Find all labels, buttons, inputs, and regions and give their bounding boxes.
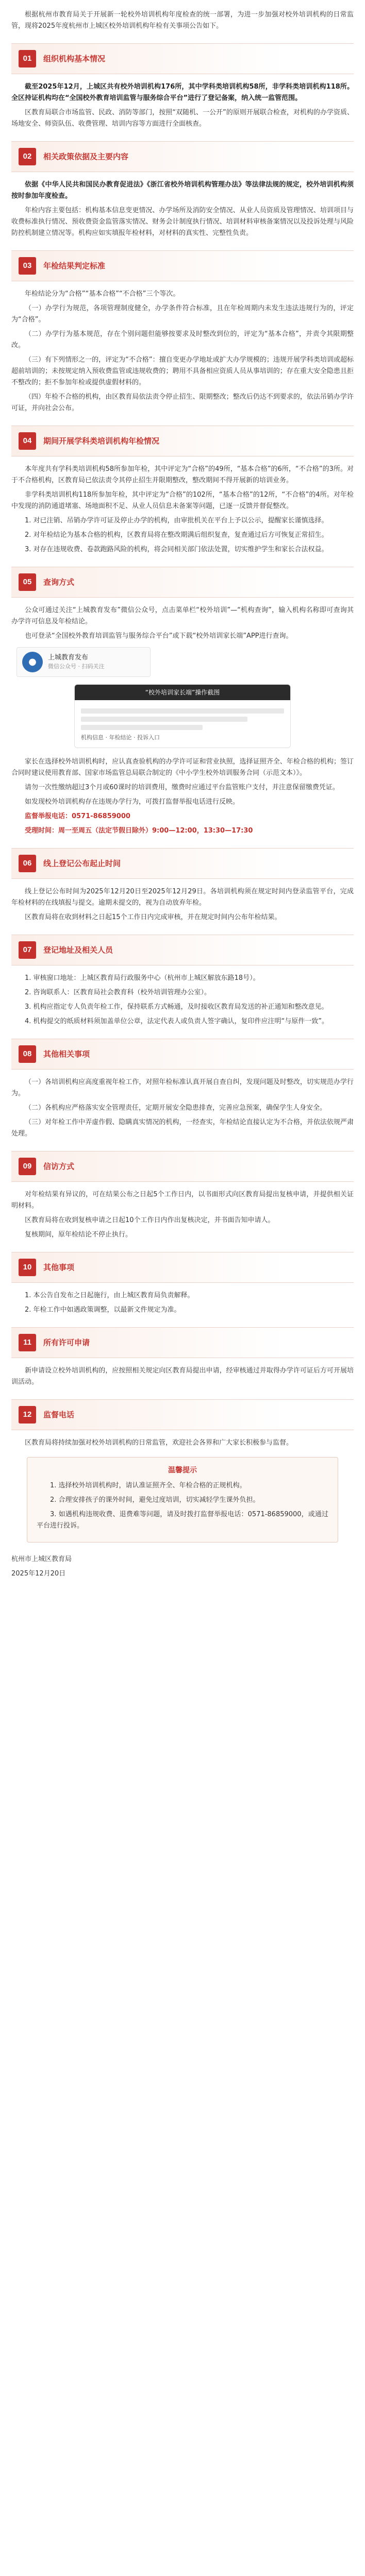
section-number: 11 bbox=[19, 1334, 36, 1351]
section-05-header bbox=[11, 567, 354, 598]
placeholder-line bbox=[81, 725, 203, 730]
section-paragraph: 截至2025年12月，上城区共有校外培训机构176所，其中学科类培训机构58所，非学科类培训机构118所。全区持证机构均在“全国校外教育培训监管与服务综合平台”进行了登记备案，纳入统一监管范围。 bbox=[11, 83, 354, 102]
app-screenshot-title: “校外培训家长端”操作截图 bbox=[75, 685, 290, 700]
section-number: 05 bbox=[19, 573, 36, 591]
app-screenshot bbox=[74, 684, 291, 748]
tips-box bbox=[27, 1457, 338, 1543]
section-number: 03 bbox=[19, 257, 36, 275]
wechat-account-info bbox=[48, 653, 105, 671]
section-title: 期间开展学科类培训机构年检情况 bbox=[43, 436, 160, 446]
guidance-paragraph: 请勿一次性缴纳超过3个月或60课时的培训费用，缴费时应通过平台监管账户支付，并注意保留缴费凭证。 bbox=[25, 784, 339, 791]
section-number: 12 bbox=[19, 1406, 36, 1423]
section-number: 09 bbox=[19, 1158, 36, 1175]
section-number: 02 bbox=[19, 148, 36, 165]
wechat-account-name: 上城教育发布 bbox=[48, 654, 89, 662]
section-08-header bbox=[11, 1039, 354, 1070]
section-paragraph: （一）各培训机构应高度重视年检工作，对照年检标准认真开展自查自纠，发现问题及时整改，切实规范办学行为。 bbox=[11, 1078, 354, 1097]
intro-paragraph: 根据杭州市教育局关于开展新一轮校外培训机构年度检查的统一部署，为进一步加强对校外培训机构的日常监管，现将2025年度杭州市上城区校外培训机构年检有关事项公告如下。 bbox=[11, 11, 354, 30]
section-title: 线上登记公布起止时间 bbox=[43, 859, 121, 868]
section-paragraph: 新申请设立校外培训机构的，应按照相关规定向区教育局提出申请，经审核通过并取得办学许可证后方可开展培训活动。 bbox=[11, 1367, 354, 1386]
section-paragraph: 1. 审核窗口地址：上城区教育局行政服务中心（杭州市上城区解放东路18号）。 bbox=[25, 974, 260, 982]
section-title: 其他相关事项 bbox=[43, 1049, 90, 1059]
signature-block bbox=[11, 1554, 354, 1580]
section-paragraph: 区教育局将持续加强对校外培训机构的日常监管，欢迎社会各界和广大家长积极参与监督。 bbox=[25, 1439, 293, 1447]
section-paragraph: 公众可通过关注“上城教育发布”微信公众号，点击菜单栏“校外培训”—“机构查询”，输入机构名称即可查询其办学许可信息及年检结论。 bbox=[11, 606, 354, 625]
tips-paragraph: 1. 选择校外培训机构时，请认准证照齐全、年检合格的正规机构。 bbox=[50, 1482, 246, 1489]
section-paragraph: 依据《中华人民共和国民办教育促进法》《浙江省校外培训机构管理办法》等法律法规的规定，校外培训机构须按时参加年度检查。 bbox=[11, 181, 354, 200]
section-10-header bbox=[11, 1252, 354, 1283]
hotline-hours: 受理时间：周一至周五（法定节假日除外）9:00—12:00，13:30—17:30 bbox=[25, 827, 253, 835]
section-title: 信访方式 bbox=[43, 1162, 75, 1171]
section-title: 其他事项 bbox=[43, 1263, 75, 1272]
hotline-number[interactable]: 监督举报电话：0571-86859000 bbox=[25, 812, 130, 820]
section-title: 查询方式 bbox=[43, 578, 75, 587]
section-number: 06 bbox=[19, 855, 36, 872]
app-screenshot-body bbox=[75, 700, 290, 748]
wechat-account-card[interactable] bbox=[16, 647, 151, 677]
tips-title: 温馨提示 bbox=[168, 1466, 197, 1475]
signature-org: 杭州市上城区教育局 bbox=[11, 1555, 72, 1563]
section-paragraph: （一）办学行为规范，各项管理制度健全，办学条件符合标准，且在年检周期内未发生违法违规行为的，评定为“合格”。 bbox=[11, 304, 354, 324]
section-paragraph: 区教育局联合市场监管、民政、消防等部门，按照“双随机、一公开”的原则开展联合检查，对机构的办学资质、场地安全、师资队伍、收费管理、培训内容等方面进行全面核查。 bbox=[11, 109, 354, 128]
wechat-account-subtitle: 微信公众号 · 扫码关注 bbox=[48, 663, 105, 670]
signature-date: 2025年12月20日 bbox=[11, 1570, 66, 1578]
intro bbox=[11, 9, 354, 32]
guidance-paragraph: 家长在选择校外培训机构时，应认真查验机构的办学许可证和营业执照，选择证照齐全、年检合格的机构；签订合同时建议使用教育部、国家市场监管总局联合制定的《中小学生校外培训服务合同（示范文本）》。 bbox=[11, 758, 354, 777]
tips-paragraph: 3. 如遇机构违规收费、退费难等问题，请及时拨打监督举报电话：0571-86859000，或通过平台进行投诉。 bbox=[37, 1511, 328, 1530]
section-title: 所有许可申请 bbox=[43, 1338, 90, 1347]
placeholder-line bbox=[81, 717, 247, 722]
section-title: 组织机构基本情况 bbox=[43, 54, 106, 63]
section-12-header bbox=[11, 1399, 354, 1430]
section-paragraph: 1. 对已注销、吊销办学许可证及停止办学的机构，由审批机关在平台上予以公示，提醒家长谨慎选择。 bbox=[25, 517, 328, 524]
section-paragraph: 本年度共有学科类培训机构58所参加年检，其中评定为“合格”的49所，“基本合格”的6所，“不合格”的3所。对于不合格机构，区教育局已依法责令其停止招生并限期整改，整改期间不得开展新的培训业务。 bbox=[11, 465, 354, 484]
section-number: 07 bbox=[19, 941, 36, 959]
section-paragraph: （二）各机构应严格落实安全管理责任，定期开展安全隐患排查，完善应急预案，确保学生人身安全。 bbox=[25, 1104, 327, 1112]
app-screenshot-caption: 机构信息 · 年检结论 · 投诉入口 bbox=[81, 734, 160, 741]
section-paragraph: （三）有下列情形之一的，评定为“不合格”：擅自变更办学地址或扩大办学规模的；违规开展学科类培训或超标超前培训的；未按规定纳入预收费监管或违规收费的；聘用不具备相应资质人员从事培训的；存在重大安全隐患且拒不整改的；拒不参加年检或提供虚假材料的。 bbox=[11, 356, 354, 386]
section-title: 相关政策依据及主要内容 bbox=[43, 152, 129, 161]
section-paragraph: 年检内容主要包括：机构基本信息变更情况、办学场所及消防安全情况、从业人员资质及管理情况、培训项目与收费标准执行情况、预收费资金监管落实情况、财务会计制度执行情况、培训材料审核备案情况以及投诉处理与风险防控机制建立情况等。机构应如实填报年检材料，对材料的真实性、完整性负责。 bbox=[11, 207, 354, 237]
section-01-header bbox=[11, 43, 354, 74]
guidance-paragraph: 如发现校外培训机构存在违规办学行为，可拨打监督举报电话进行反映。 bbox=[25, 798, 240, 806]
section-paragraph: 2. 对年检结论为基本合格的机构，区教育局将在整改期满后组织复查，复查通过后方可恢复正常招生。 bbox=[25, 531, 328, 539]
section-title: 年检结果判定标准 bbox=[43, 261, 106, 270]
section-paragraph: 复核期间，原年检结论不停止执行。 bbox=[25, 1231, 132, 1239]
section-06-header bbox=[11, 848, 354, 879]
section-number: 08 bbox=[19, 1045, 36, 1063]
tips-paragraph: 2. 合理安排孩子的课外时间，避免过度培训，切实减轻学生课外负担。 bbox=[50, 1496, 260, 1504]
section-07-header bbox=[11, 935, 354, 965]
section-paragraph: 也可登录“全国校外教育培训监管与服务综合平台”或下载“校外培训家长端”APP进行查询。 bbox=[25, 632, 293, 640]
section-09-header bbox=[11, 1151, 354, 1182]
section-number: 01 bbox=[19, 50, 36, 67]
section-paragraph: 1. 本公告自发布之日起施行，由上城区教育局负责解释。 bbox=[25, 1292, 194, 1299]
section-paragraph: 2. 年检工作中如遇政策调整，以最新文件规定为准。 bbox=[25, 1306, 181, 1314]
section-number: 10 bbox=[19, 1259, 36, 1276]
section-paragraph: 非学科类培训机构118所参加年检，其中评定为“合格”的102所，“基本合格”的12所，“不合格”的4所。对年检中发现的消防通道堵塞、场地面积不足、从业人员信息未备案等问题，已逐一反馈并督促整改。 bbox=[11, 491, 354, 510]
section-paragraph: 对年检结果有异议的，可在结果公布之日起5个工作日内，以书面形式向区教育局提出复核申请，并提供相关证明材料。 bbox=[11, 1191, 354, 1210]
section-paragraph: 区教育局将在收到复核申请之日起10个工作日内作出复核决定，并书面告知申请人。 bbox=[25, 1216, 275, 1224]
section-paragraph: 3. 对存在违规收费、卷款跑路风险的机构，将会同相关部门依法处置，切实维护学生和家长合法权益。 bbox=[25, 546, 328, 553]
placeholder-line bbox=[81, 708, 284, 714]
section-paragraph: 3. 机构应指定专人负责年检工作，保持联系方式畅通，及时接收区教育局发送的补正通知和整改意见。 bbox=[25, 1003, 328, 1011]
section-paragraph: （三）对年检工作中弄虚作假、隐瞒真实情况的机构，一经查实，年检结论直接认定为不合格，并依法依规严肃处理。 bbox=[11, 1118, 354, 1138]
section-03-header bbox=[11, 250, 354, 281]
section-paragraph: 2. 咨询联系人：区教育局社会教育科（校外培训管理办公室）。 bbox=[25, 989, 211, 996]
section-paragraph: 线上登记公布时间为2025年12月20日至2025年12月29日。各培训机构须在规定时间内登录监管平台，完成年检材料的在线填报与提交。逾期未提交的，视为自动放弃年检。 bbox=[11, 888, 354, 907]
section-paragraph: （四）年检不合格的机构，由区教育局依法责令停止招生、限期整改；整改后仍达不到要求的，依法吊销办学许可证，并向社会公布。 bbox=[11, 393, 354, 412]
guidance-block bbox=[11, 756, 354, 837]
section-11-header bbox=[11, 1327, 354, 1358]
section-02-header bbox=[11, 141, 354, 172]
wechat-logo-icon: ● bbox=[22, 652, 43, 672]
section-04-header bbox=[11, 426, 354, 456]
section-number: 04 bbox=[19, 432, 36, 450]
section-title: 监督电话 bbox=[43, 1410, 75, 1419]
section-title: 登记地址及相关人员 bbox=[43, 945, 113, 955]
section-paragraph: 4. 机构提交的纸质材料须加盖单位公章，法定代表人或负责人签字确认，复印件应注明“与原件一致”。 bbox=[25, 1018, 329, 1025]
section-paragraph: 区教育局将在收到材料之日起15个工作日内完成审核，并在规定时间内公布年检结果。 bbox=[25, 913, 281, 921]
section-paragraph: （二）办学行为基本规范，存在个别问题但能够按要求及时整改到位的，评定为“基本合格”，并责令其限期整改。 bbox=[11, 330, 354, 349]
section-paragraph: 年检结论分为“合格”“基本合格”“不合格”三个等次。 bbox=[25, 290, 180, 298]
